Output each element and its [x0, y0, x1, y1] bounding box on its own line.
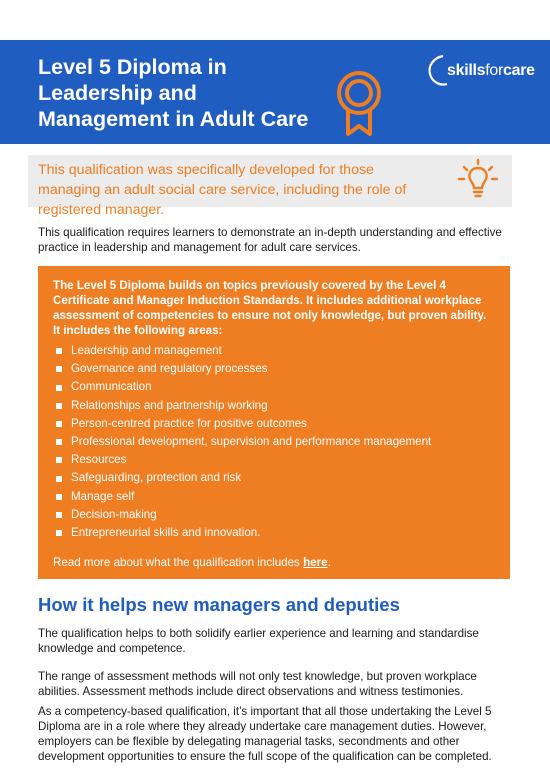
logo-text-skills: skills [447, 62, 486, 79]
intro-text: This qualification was specifically developed for those managing an adult social care service, including the role of registered manager. [38, 162, 407, 218]
topics-box [38, 266, 510, 579]
bullet-square-icon [56, 385, 62, 391]
title-line-2: Leadership and [32, 80, 203, 106]
list-item: Relationships and partnership working [56, 397, 431, 415]
list-item: Governance and regulatory processes [56, 360, 431, 378]
body-paragraph-1: This qualification requires learners to demonstrate an in-depth understanding and effective practice in leadership and management for adult care services. [38, 226, 502, 254]
list-item: Decision-making [56, 506, 431, 524]
bullet-square-icon [56, 439, 62, 445]
section-paragraph-1: The qualification helps to both solidify earlier experience and learning and standardise knowledge and competence. [38, 627, 479, 655]
bullet-square-icon [56, 494, 62, 500]
section-paragraph-3: As a competency-based qualification, it’s important that all those undertaking the Level 5 Diploma are in a role where they already undertake care management duties. However, employers can be flexible by delegating managerial tasks, secondments and other development opportunities to ensure the full scope of the qualification can be completed. [38, 705, 492, 763]
bullet-square-icon [56, 348, 62, 354]
bullet-square-icon [56, 366, 62, 372]
page-title [32, 54, 316, 132]
logo-text-care: care [503, 62, 535, 79]
topics-lead: The Level 5 Diploma builds on topics previously covered by the Level 4 Certificate and Manager Induction Standards. It includes additional workplace assessment of competencies to ensure not only knowledge, but proven ability. It includes the following areas: [53, 279, 487, 337]
lightbulb-icon [456, 158, 500, 202]
bullet-square-icon [56, 476, 62, 482]
logo-text-for: for [485, 62, 504, 79]
section-paragraph-2: The range of assessment methods will not only test knowledge, but proven workplace abilities. Assessment methods include direct observations and witness testimonies. [38, 670, 477, 698]
bullet-square-icon [56, 457, 62, 463]
topics-list [56, 342, 431, 542]
bullet-square-icon [56, 530, 62, 536]
bullet-square-icon [56, 512, 62, 518]
list-item: Safeguarding, protection and risk [56, 469, 431, 487]
list-item: Resources [56, 451, 431, 469]
bullet-square-icon [56, 403, 62, 409]
list-item: Manage self [56, 488, 431, 506]
list-item: Leadership and management [56, 342, 431, 360]
list-item: Person-centred practice for positive outcomes [56, 415, 431, 433]
award-ribbon-icon [334, 70, 384, 138]
list-item: Entrepreneurial skills and innovation. [56, 524, 431, 542]
here-link[interactable]: here [303, 556, 328, 569]
title-line-3: Management in Adult Care [32, 106, 316, 132]
list-item: Professional development, supervision and performance management [56, 433, 431, 451]
read-more-text: Read more about what the qualification includes here. [53, 556, 331, 569]
bullet-square-icon [56, 421, 62, 427]
list-item: Communication [56, 378, 431, 396]
section-heading: How it helps new managers and deputies [38, 594, 400, 615]
title-line-1: Level 5 Diploma in [32, 54, 233, 80]
